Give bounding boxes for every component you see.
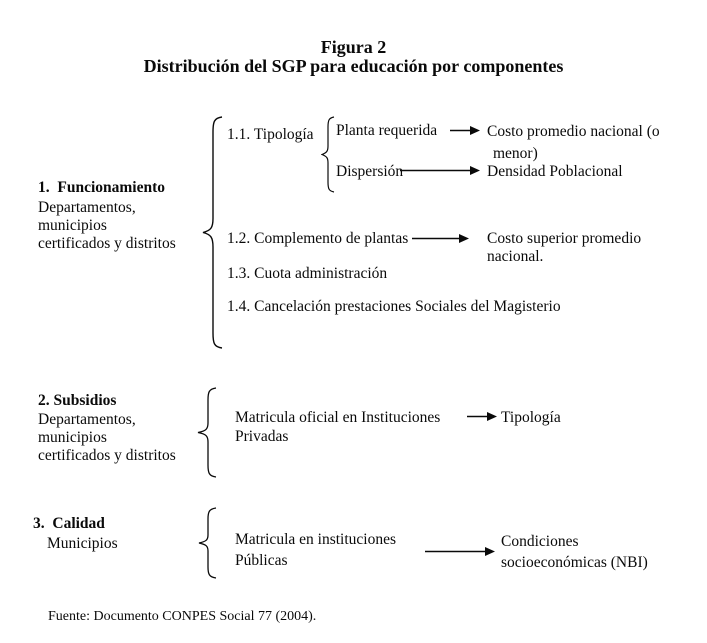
section2-heading: 2. Subsidios — [38, 392, 117, 409]
section3-target-line2: socioeconómicas (NBI) — [501, 554, 648, 571]
section3-target-line1: Condiciones — [501, 533, 579, 550]
section3-item-line1: Matricula en instituciones — [235, 531, 396, 548]
item-1-4-label: 1.4. Cancelación prestaciones Sociales del Magisterio — [227, 298, 561, 315]
section2-desc-line1: Departamentos, — [38, 411, 136, 428]
section3-description: Municipios — [47, 535, 118, 552]
item-1-3-label: 1.3. Cuota administración — [227, 265, 388, 282]
section1-heading: 1. Funcionamiento — [38, 179, 166, 196]
section1-brace — [200, 116, 224, 349]
section2-description — [38, 411, 176, 465]
section2-desc-line2: municipios — [38, 429, 107, 446]
dispersion-arrow — [399, 164, 481, 177]
branch-planta-label: Planta requerida — [336, 122, 438, 139]
section1-description — [38, 199, 176, 253]
item-1-1-label: 1.1. Tipología — [227, 126, 314, 143]
complemento-target-line1: Costo superior promedio — [487, 230, 642, 247]
planta-target-text — [487, 121, 660, 165]
source-note: Fuente: Documento CONPES Social 77 (2004). — [48, 609, 317, 624]
section1-desc-line3: certificados y distritos — [38, 235, 176, 252]
planta-requerida-arrow — [449, 124, 481, 137]
planta-target-line2: menor) — [493, 145, 538, 162]
complemento-target-text — [487, 230, 641, 266]
figure-number: Figura 2 — [320, 37, 387, 57]
section2-item-line1: Matricula oficial en Instituciones — [235, 409, 441, 426]
section3-heading: 3. Calidad — [33, 515, 105, 532]
complemento-target-line2: nacional. — [487, 248, 544, 265]
section2-desc-line3: certificados y distritos — [38, 447, 176, 464]
section1-desc-line1: Departamentos, — [38, 199, 136, 216]
item-1-2-label: 1.2. Complemento de plantas — [227, 230, 409, 247]
item-1-1-brace — [321, 116, 335, 193]
complemento-arrow — [412, 232, 470, 245]
dispersion-target-text: Densidad Poblacional — [487, 163, 623, 180]
section2-item-text — [235, 408, 440, 446]
subsidios-arrow — [466, 410, 498, 423]
branch-dispersion-label: Dispersión — [336, 163, 404, 180]
section3-item-line2: Públicas — [235, 552, 288, 569]
section1-desc-line2: municipios — [38, 217, 107, 234]
figure-title: Distribución del SGP para educación por componentes — [143, 56, 564, 76]
section3-item-text — [235, 529, 396, 571]
section3-brace — [197, 507, 218, 579]
planta-target-line1: Costo promedio nacional (o — [487, 123, 660, 140]
section2-target-text: Tipología — [501, 409, 561, 426]
calidad-arrow — [424, 545, 496, 558]
section3-target-text — [501, 531, 648, 573]
section2-brace — [196, 387, 218, 478]
section2-item-line2: Privadas — [235, 428, 289, 445]
